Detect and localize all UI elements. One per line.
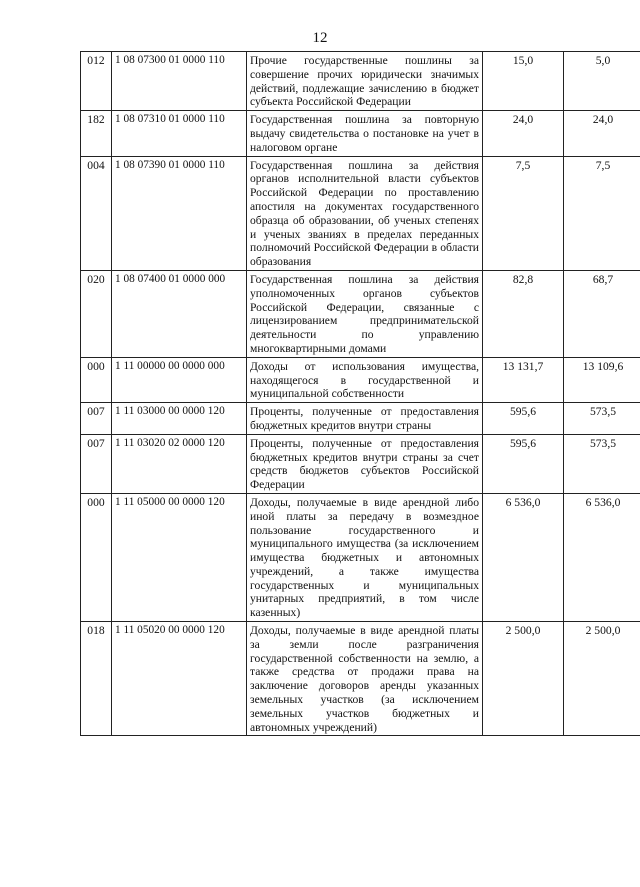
table-row <box>81 156 640 270</box>
revenue-name-cell: Государственная пошлина за действия уполномоченных органов субъектов Российской Федерации, связанные с лицензированием предпринимательской деятельности по управлению многоквартирными домами <box>247 270 483 357</box>
budget-code-cell: 1 11 00000 00 0000 000 <box>112 357 247 402</box>
value-cell-1: 82,8 <box>483 270 564 357</box>
revenue-table <box>80 51 640 736</box>
value-cell-2: 13 109,6 <box>564 357 640 402</box>
value-cell-2: 6 536,0 <box>564 493 640 621</box>
admin-code-cell: 000 <box>81 493 112 621</box>
revenue-name-cell: Проценты, полученные от предоставления бюджетных кредитов внутри страны за счет средств бюджетов субъектов Российской Федерации <box>247 434 483 493</box>
value-cell-2: 68,7 <box>564 270 640 357</box>
revenue-name-cell: Проценты, полученные от предоставления бюджетных кредитов внутри страны <box>247 403 483 435</box>
table-row <box>81 403 640 435</box>
revenue-name-cell: Прочие государственные пошлины за совершение прочих юридически значимых действий, подлежащие зачислению в бюджет субъекта Российской Федерации <box>247 52 483 111</box>
table-row <box>81 111 640 156</box>
value-cell-2: 24,0 <box>564 111 640 156</box>
budget-code-cell: 1 11 05000 00 0000 120 <box>112 493 247 621</box>
admin-code-cell: 018 <box>81 622 112 736</box>
table-row <box>81 622 640 736</box>
budget-code-cell: 1 08 07400 01 0000 000 <box>112 270 247 357</box>
table-row <box>81 357 640 402</box>
budget-code-cell: 1 08 07300 01 0000 110 <box>112 52 247 111</box>
value-cell-1: 24,0 <box>483 111 564 156</box>
page-number: 12 <box>312 30 328 46</box>
revenue-name-cell: Государственная пошлина за повторную выдачу свидетельства о постановке на учет в налоговом органе <box>247 111 483 156</box>
revenue-name-cell: Доходы, получаемые в виде арендной либо иной платы за передачу в возмездное пользование государственного и муниципального имущества (за исключением имущества бюджетных и автономных учреждений, а также имущества государственных и муниципальных унитарных предприятий, в том числе казенных) <box>247 493 483 621</box>
value-cell-2: 573,5 <box>564 403 640 435</box>
value-cell-1: 13 131,7 <box>483 357 564 402</box>
admin-code-cell: 182 <box>81 111 112 156</box>
revenue-name-cell: Доходы, получаемые в виде арендной платы за земли после разграничения государственной собственности на землю, а также средства от продажи права на заключение договоров аренды указанных земельных участков (за исключением земельных участков бюджетных и автономных учреждений) <box>247 622 483 736</box>
table-row <box>81 270 640 357</box>
value-cell-2: 573,5 <box>564 434 640 493</box>
admin-code-cell: 020 <box>81 270 112 357</box>
table-row <box>81 493 640 621</box>
revenue-name-cell: Государственная пошлина за действия органов исполнительной власти субъектов Российской Федерации по проставлению апостиля на документах государственного образца об образовании, об ученых степенях и ученых званиях в пределах переданных полномочий Российской Федерации в области образования <box>247 156 483 270</box>
value-cell-1: 595,6 <box>483 434 564 493</box>
budget-code-cell: 1 11 03000 00 0000 120 <box>112 403 247 435</box>
admin-code-cell: 004 <box>81 156 112 270</box>
budget-code-cell: 1 11 03020 02 0000 120 <box>112 434 247 493</box>
admin-code-cell: 007 <box>81 403 112 435</box>
budget-code-cell: 1 11 05020 00 0000 120 <box>112 622 247 736</box>
value-cell-1: 2 500,0 <box>483 622 564 736</box>
admin-code-cell: 012 <box>81 52 112 111</box>
budget-code-cell: 1 08 07390 01 0000 110 <box>112 156 247 270</box>
value-cell-1: 6 536,0 <box>483 493 564 621</box>
value-cell-2: 2 500,0 <box>564 622 640 736</box>
admin-code-cell: 007 <box>81 434 112 493</box>
admin-code-cell: 000 <box>81 357 112 402</box>
value-cell-1: 595,6 <box>483 403 564 435</box>
budget-code-cell: 1 08 07310 01 0000 110 <box>112 111 247 156</box>
value-cell-2: 5,0 <box>564 52 640 111</box>
value-cell-1: 7,5 <box>483 156 564 270</box>
value-cell-1: 15,0 <box>483 52 564 111</box>
value-cell-2: 7,5 <box>564 156 640 270</box>
table-row <box>81 52 640 111</box>
revenue-name-cell: Доходы от использования имущества, находящегося в государственной и муниципальной собственности <box>247 357 483 402</box>
table-row <box>81 434 640 493</box>
